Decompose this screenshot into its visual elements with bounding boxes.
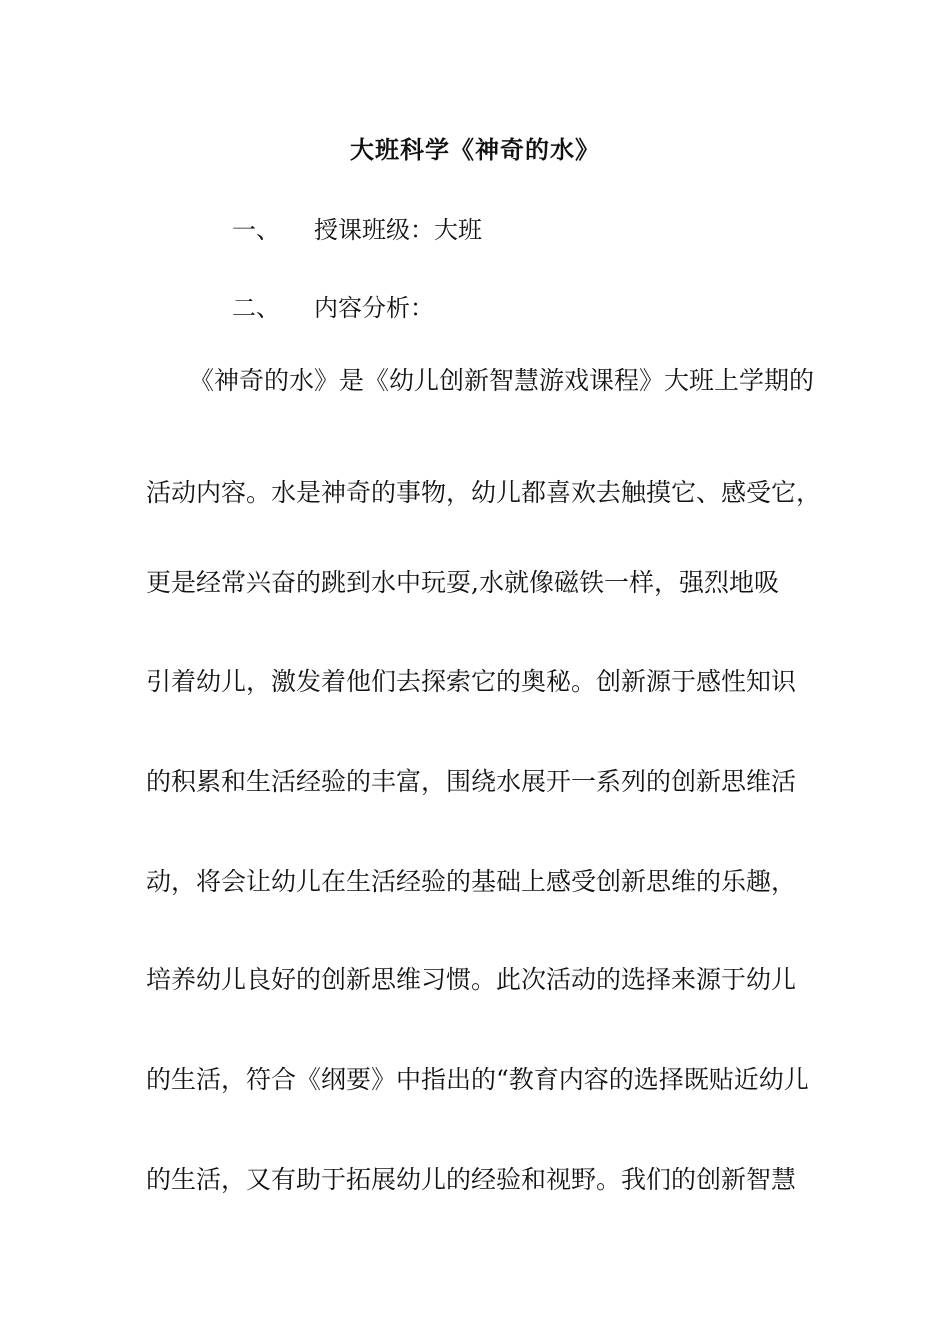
section-number-2: 二、	[232, 294, 280, 322]
section-text-2: 内容分析：	[314, 294, 434, 322]
paragraph-line-9: 的生活，又有助于拓展幼儿的经验和视野。我们的创新智慧	[146, 1165, 797, 1194]
paragraph-line-4: 引着幼儿，激发着他们去探索它的奥秘。创新源于感性知识	[146, 667, 797, 696]
paragraph-line-1: 《神奇的水》是《幼儿创新智慧游戏课程》大班上学期的	[189, 366, 815, 395]
section-heading-2	[232, 288, 434, 323]
paragraph-line-7: 培养幼儿良好的创新思维习惯。此次活动的选择来源于幼儿	[146, 965, 797, 994]
paragraph-line-5: 的积累和生活经验的丰富，围绕水展开一系列的创新思维活	[146, 767, 797, 796]
section-heading-1	[232, 210, 482, 245]
paragraph-line-6: 动，将会让幼儿在生活经验的基础上感受创新思维的乐趣，	[146, 867, 797, 896]
paragraph-line-3: 更是经常兴奋的跳到水中玩耍,水就像磁铁一样，强烈地吸	[146, 568, 779, 597]
paragraph-line-8: 的生活，符合《纲要》中指出的“教育内容的选择既贴近幼儿	[146, 1065, 809, 1094]
section-text-1: 授课班级：大班	[314, 216, 482, 244]
document-title: 大班科学《神奇的水》	[350, 135, 600, 164]
paragraph-line-2: 活动内容。水是神奇的事物，幼儿都喜欢去触摸它、感受它，	[146, 478, 822, 507]
section-number-1: 一、	[232, 216, 280, 244]
